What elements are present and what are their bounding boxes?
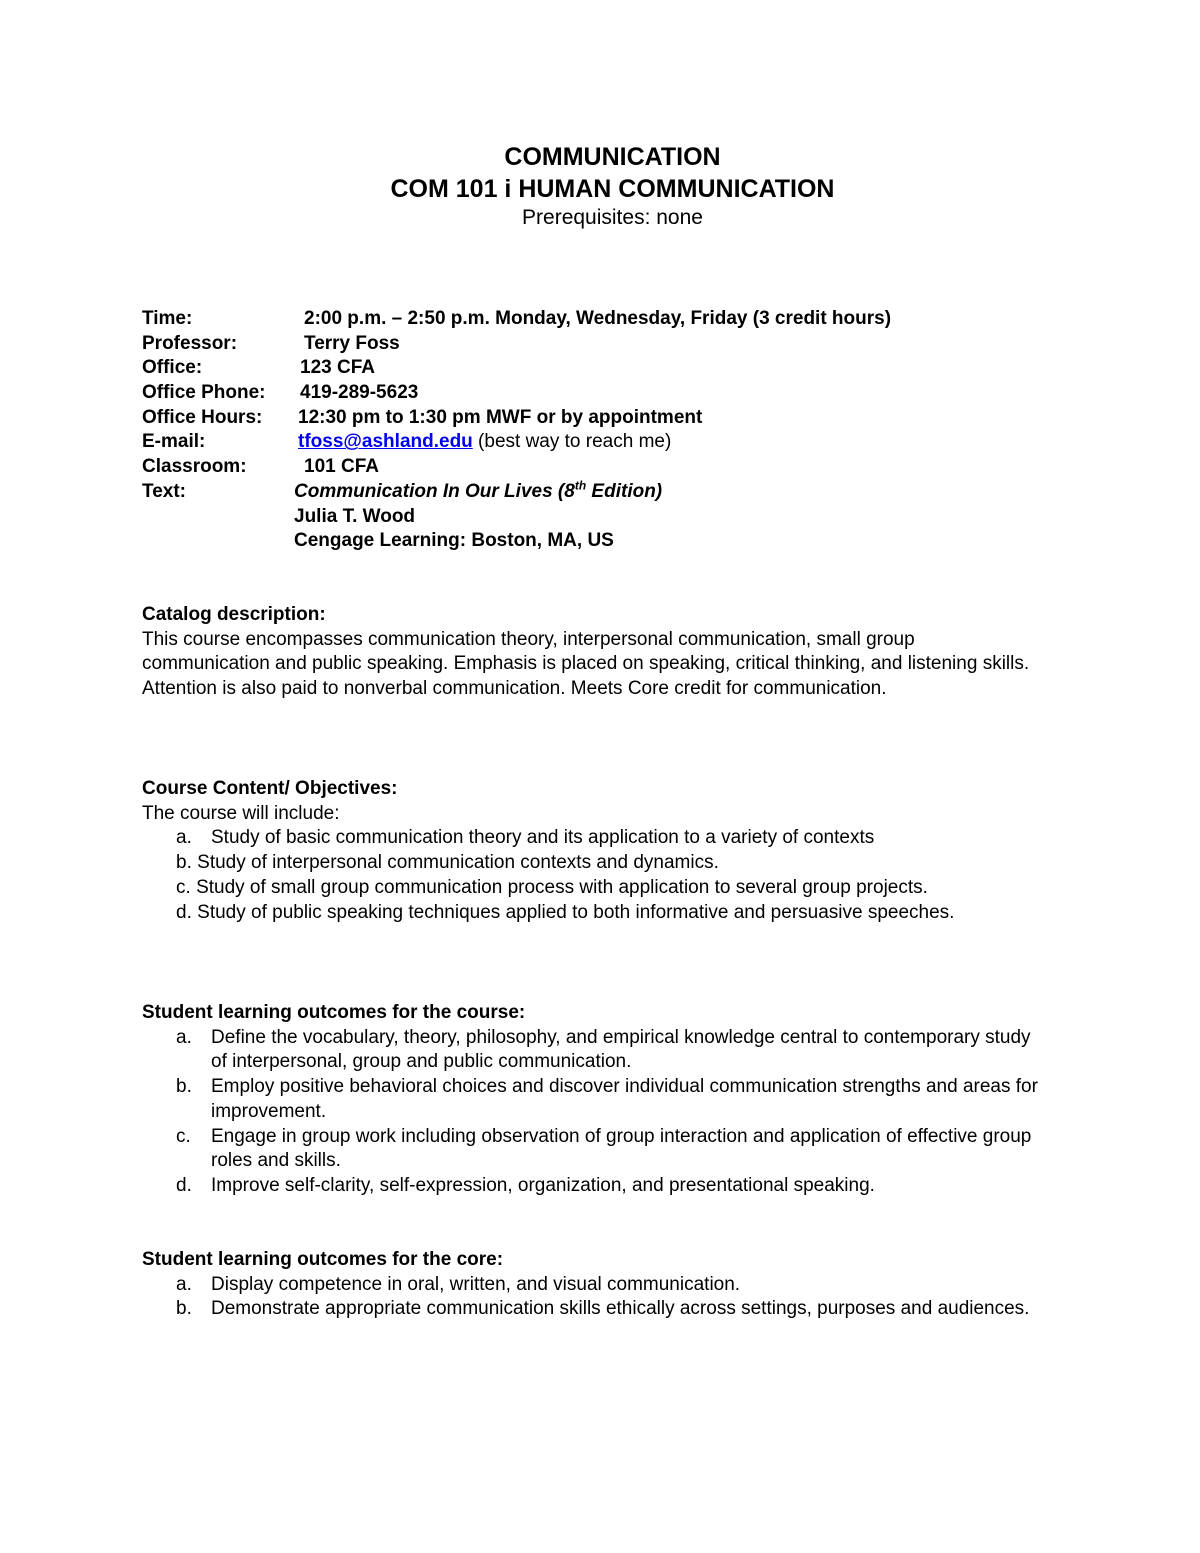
professor-row (142, 332, 891, 357)
list-item: a. Study of basic communication theory and its application to a variety of contexts (176, 827, 875, 849)
email-link[interactable]: tfoss@ashland.edu (298, 431, 473, 453)
content-intro: The course will include: (142, 802, 340, 824)
time-label: Time: (142, 308, 193, 329)
professor-value: Terry Foss (304, 332, 400, 354)
email-label: E-mail: (142, 431, 206, 453)
office-hours-label: Office Hours: (142, 406, 263, 428)
list-item: a. Display competence in oral, written, and visual communication. (176, 1273, 741, 1295)
author-row (142, 505, 891, 530)
catalog-title: Catalog description: (142, 604, 326, 625)
prerequisites: Prerequisites: none (522, 206, 703, 229)
catalog-body: This course encompasses communication theory, interpersonal communication, small group communication and public speaking. Emphasis is placed on speaking, critical thinking, and listening skills. Attention is also paid to nonverbal communication. Meets Core credit for communication. (142, 628, 1030, 700)
office-row (142, 356, 891, 381)
core-outcomes-section (142, 1248, 1042, 1322)
list-item: c. Study of small group communication process with application to several group projects. (176, 876, 928, 898)
list-item: a. Define the vocabulary, theory, philosophy, and empirical knowledge central to contemporary study of interpersonal, group and public communication. (176, 1026, 1031, 1073)
email-note: (best way to reach me) (472, 431, 672, 453)
list-item: b. Study of interpersonal communication contexts and dynamics. (176, 852, 719, 874)
phone-label: Office Phone: (142, 382, 266, 404)
list-item: d. Study of public speaking techniques applied to both informative and persuasive speeches. (176, 901, 955, 923)
classroom-row (142, 455, 891, 480)
list-item: b. Demonstrate appropriate communication skills ethically across settings, purposes and audiences. (176, 1298, 1030, 1320)
content-title: Course Content/ Objectives: (142, 778, 398, 799)
classroom-label: Classroom: (142, 456, 247, 478)
text-label: Text: (142, 480, 186, 502)
office-label: Office: (142, 357, 203, 379)
catalog-section (142, 603, 1042, 702)
course-outcomes-list (142, 1026, 1042, 1199)
content-list (142, 826, 1042, 925)
textbook-author: Julia T. Wood (294, 505, 416, 527)
course-title: COM 101 i HUMAN COMMUNICATION (390, 175, 835, 203)
time-value: 2:00 p.m. – 2:50 p.m. Monday, Wednesday, Friday (3 credit hours) (304, 308, 892, 329)
core-outcomes-title: Student learning outcomes for the core: (142, 1249, 504, 1270)
course-info (142, 307, 891, 554)
office-hours-value: 12:30 pm to 1:30 pm MWF or by appointment (298, 406, 703, 428)
content-section (142, 777, 1042, 925)
time-row (142, 307, 891, 332)
professor-label: Professor: (142, 332, 238, 354)
phone-row (142, 381, 891, 406)
list-item: c. Engage in group work including observation of group interaction and application of effective group roles and skills. (176, 1125, 1032, 1172)
office-hours-row (142, 406, 891, 431)
course-outcomes-section (142, 1001, 1042, 1199)
office-value: 123 CFA (300, 357, 375, 379)
classroom-value: 101 CFA (304, 456, 379, 478)
publisher-row (142, 529, 891, 554)
textbook-publisher: Cengage Learning: Boston, MA, US (294, 530, 614, 552)
department-title: COMMUNICATION (504, 143, 721, 171)
core-outcomes-list (142, 1273, 1042, 1322)
text-row (142, 480, 891, 505)
list-item: d. Improve self-clarity, self-expression, organization, and presentational speaking. (176, 1174, 875, 1196)
list-item: b. Employ positive behavioral choices and discover individual communication strengths and areas for improvement. (176, 1076, 1038, 1122)
textbook-title: Communication In Our Lives (8th Edition) (294, 478, 663, 502)
phone-value: 419-289-5623 (300, 382, 419, 404)
course-outcomes-title: Student learning outcomes for the course: (142, 1002, 526, 1023)
email-row (142, 430, 891, 455)
